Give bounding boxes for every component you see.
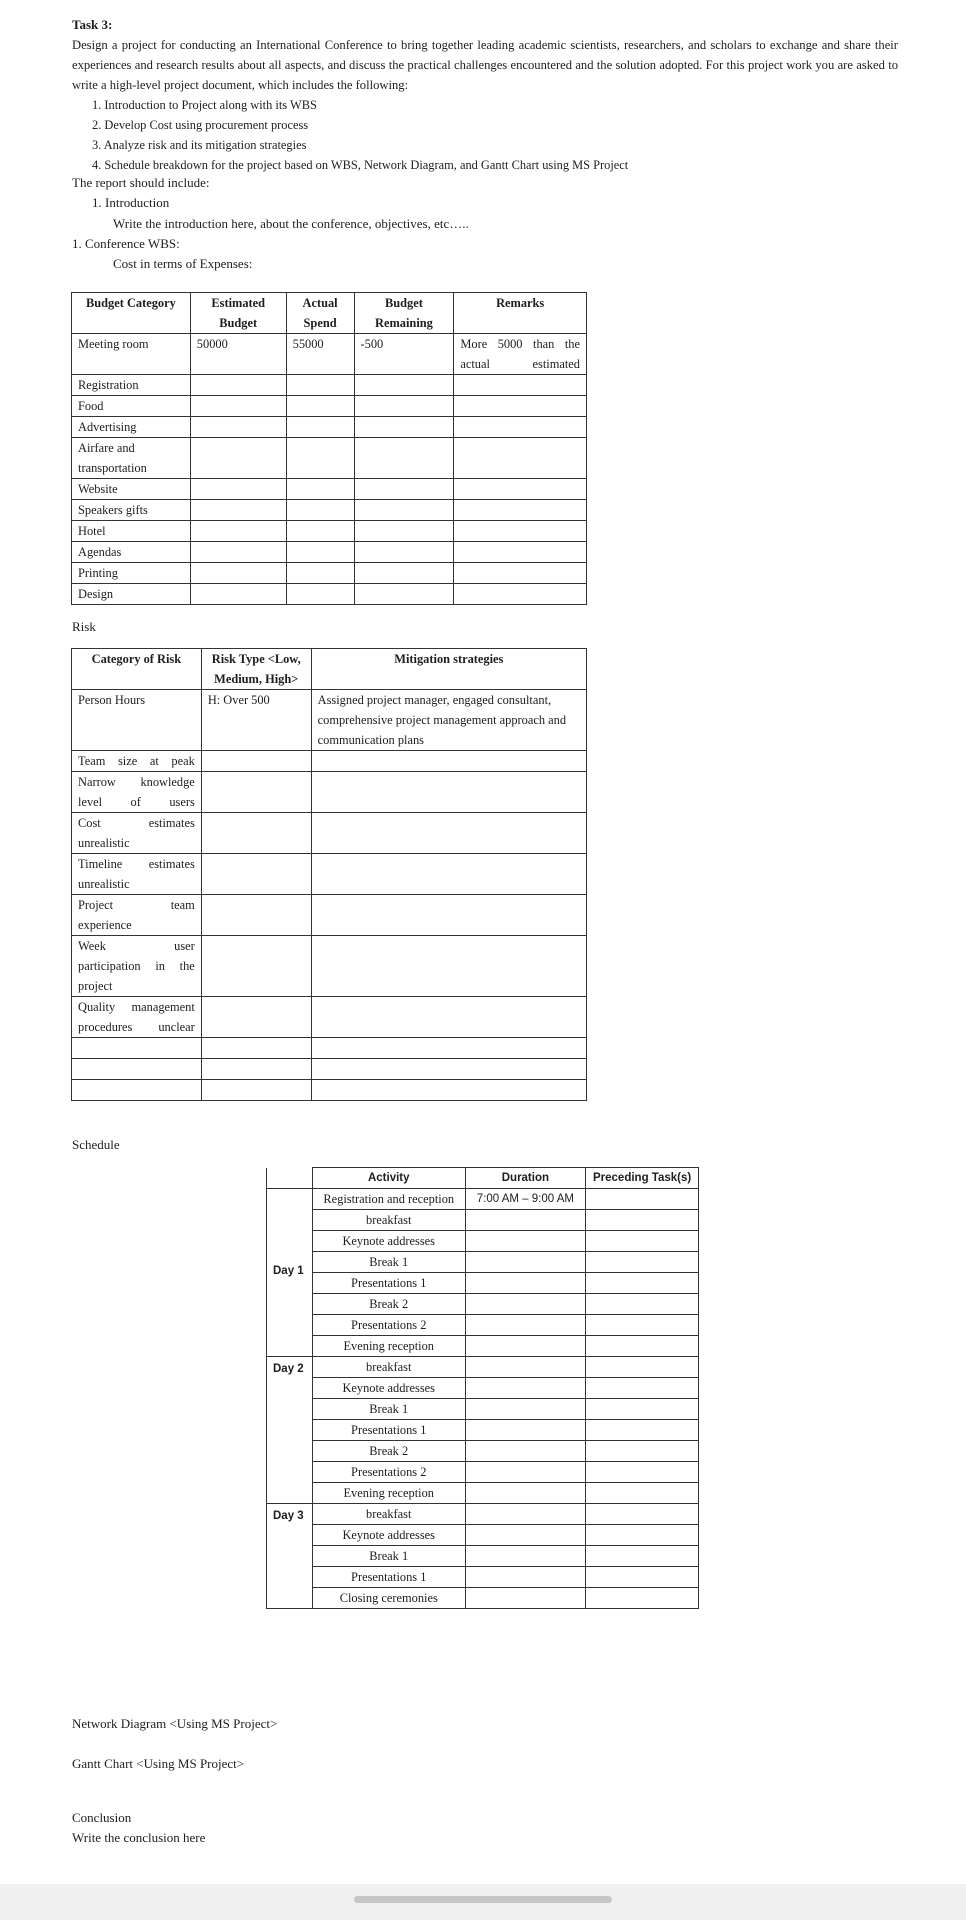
risk-cell [201,751,311,772]
budget-header-cell: Estimated Budget [190,293,286,334]
risk-row [72,895,587,936]
schedule-day-label: Day 2 [267,1357,313,1504]
schedule-row [267,1378,699,1399]
budget-header-row [72,293,587,334]
schedule-activity-cell: Registration and reception [312,1189,465,1210]
budget-row [72,584,587,605]
wbs-heading: 1. Conference WBS: [72,236,180,251]
risk-cell [201,1038,311,1059]
risk-cell [311,854,586,895]
schedule-preceding-cell [586,1231,699,1252]
schedule-row [267,1336,699,1357]
budget-row [72,417,587,438]
schedule-activity-cell: Break 2 [312,1294,465,1315]
risk-cell [201,854,311,895]
gantt-chart-heading: Gantt Chart <Using MS Project> [72,1756,245,1771]
schedule-duration-cell [465,1462,586,1483]
risk-row [72,936,587,997]
budget-cell [190,500,286,521]
schedule-duration-cell [465,1546,586,1567]
schedule-row [267,1357,699,1378]
budget-cell [190,542,286,563]
budget-cell [354,563,454,584]
budget-cell [454,542,587,563]
schedule-row [267,1315,699,1336]
schedule-row [267,1504,699,1525]
schedule-preceding-cell [586,1588,699,1609]
schedule-preceding-cell [586,1273,699,1294]
requirement-item: 1. Introduction to Project along with its WBS [92,98,317,112]
risk-row [72,690,587,751]
schedule-day-label: Day 3 [267,1504,313,1609]
schedule-preceding-cell [586,1462,699,1483]
schedule-duration-cell [465,1504,586,1525]
schedule-duration-cell [465,1441,586,1462]
schedule-row [267,1462,699,1483]
schedule-row [267,1546,699,1567]
budget-cell [286,375,354,396]
budget-cell: Agendas [72,542,191,563]
risk-row [72,854,587,895]
budget-cell [454,584,587,605]
schedule-duration-cell [465,1294,586,1315]
schedule-activity-cell: Keynote addresses [312,1378,465,1399]
budget-header-cell: Remarks [454,293,587,334]
budget-cell [286,396,354,417]
schedule-duration-cell [465,1483,586,1504]
schedule-preceding-cell [586,1210,699,1231]
risk-row [72,1080,587,1101]
budget-cell [190,438,286,479]
schedule-heading: Schedule [72,1137,120,1152]
schedule-row [267,1273,699,1294]
budget-row [72,396,587,417]
budget-cell [454,521,587,542]
schedule-row [267,1399,699,1420]
risk-row [72,1059,587,1080]
schedule-row [267,1588,699,1609]
risk-cell [201,772,311,813]
risk-cell: Week user participation in the project [72,936,202,997]
conclusion-heading: Conclusion [72,1810,132,1825]
risk-cell [311,936,586,997]
schedule-duration-cell [465,1588,586,1609]
budget-cell [286,417,354,438]
schedule-duration-cell [465,1420,586,1441]
risk-cell [311,997,586,1038]
budget-row [72,521,587,542]
budget-cell [354,417,454,438]
budget-row [72,542,587,563]
schedule-preceding-cell [586,1483,699,1504]
requirements-list [92,95,628,175]
schedule-preceding-cell [586,1546,699,1567]
risk-cell: Project team experience [72,895,202,936]
budget-cell [354,521,454,542]
risk-cell [311,895,586,936]
budget-row [72,479,587,500]
budget-cell: Food [72,396,191,417]
risk-cell [72,1059,202,1080]
budget-cell: Speakers gifts [72,500,191,521]
risk-cell: Timeline estimates unrealistic [72,854,202,895]
schedule-duration-cell [465,1399,586,1420]
schedule-table [266,1167,699,1609]
schedule-activity-cell: Presentations 1 [312,1567,465,1588]
budget-cell [354,479,454,500]
risk-header-cell: Risk Type <Low, Medium, High> [201,649,311,690]
budget-cell [454,417,587,438]
schedule-activity-cell: Evening reception [312,1336,465,1357]
risk-table [71,648,587,1101]
risk-cell [72,1080,202,1101]
budget-cell: 50000 [190,334,286,375]
schedule-preceding-cell [586,1567,699,1588]
budget-cell [286,438,354,479]
risk-heading: Risk [72,619,96,634]
budget-row [72,500,587,521]
risk-cell: Team size at peak [72,751,202,772]
schedule-preceding-cell [586,1441,699,1462]
budget-cell: Printing [72,563,191,584]
budget-cell: Meeting room [72,334,191,375]
budget-row [72,334,587,375]
budget-cell [190,479,286,500]
budget-cell [190,396,286,417]
schedule-duration-cell [465,1231,586,1252]
schedule-activity-cell: Evening reception [312,1483,465,1504]
risk-row [72,997,587,1038]
budget-cell: Design [72,584,191,605]
budget-cell [286,563,354,584]
risk-row [72,813,587,854]
risk-cell: H: Over 500 [201,690,311,751]
schedule-preceding-cell [586,1399,699,1420]
risk-header-cell: Category of Risk [72,649,202,690]
schedule-preceding-cell [586,1315,699,1336]
schedule-row [267,1525,699,1546]
schedule-preceding-cell [586,1189,699,1210]
schedule-preceding-cell [586,1294,699,1315]
schedule-activity-cell: Break 2 [312,1441,465,1462]
schedule-row [267,1567,699,1588]
schedule-activity-cell: Presentations 1 [312,1273,465,1294]
horizontal-scrollbar[interactable] [354,1896,612,1903]
schedule-duration-cell [465,1210,586,1231]
schedule-duration-cell [465,1567,586,1588]
schedule-preceding-cell [586,1252,699,1273]
schedule-header-cell: Duration [465,1168,586,1189]
schedule-activity-cell: breakfast [312,1504,465,1525]
risk-cell [311,1080,586,1101]
budget-cell [190,375,286,396]
schedule-activity-cell: breakfast [312,1357,465,1378]
budget-row [72,438,587,479]
schedule-duration-cell [465,1336,586,1357]
schedule-row [267,1189,699,1210]
risk-header-cell: Mitigation strategies [311,649,586,690]
schedule-duration-cell: 7:00 AM – 9:00 AM [465,1189,586,1210]
budget-cell [454,563,587,584]
schedule-activity-cell: Presentations 2 [312,1315,465,1336]
schedule-activity-cell: Break 1 [312,1399,465,1420]
introduction-heading: 1. Introduction [92,195,170,210]
budget-cell: -500 [354,334,454,375]
risk-row [72,1038,587,1059]
budget-row [72,563,587,584]
risk-cell [201,936,311,997]
risk-cell: Assigned project manager, engaged consultant, comprehensive project management approach and communication plans [311,690,586,751]
requirement-item: 2. Develop Cost using procurement process [92,118,309,132]
risk-cell [201,1080,311,1101]
risk-row [72,751,587,772]
schedule-duration-cell [465,1525,586,1546]
risk-cell [311,772,586,813]
schedule-duration-cell [465,1378,586,1399]
budget-cell [454,375,587,396]
risk-row [72,772,587,813]
introduction-placeholder: Write the introduction here, about the conference, objectives, etc….. [113,216,469,231]
risk-cell [201,997,311,1038]
cost-heading: Cost in terms of Expenses: [113,256,253,271]
budget-cell [354,584,454,605]
budget-table [71,292,587,605]
budget-cell: Airfare and transportation [72,438,191,479]
conclusion-placeholder: Write the conclusion here [72,1830,206,1845]
risk-cell [201,895,311,936]
risk-cell: Narrow knowledge level of users [72,772,202,813]
schedule-row [267,1231,699,1252]
schedule-duration-cell [465,1357,586,1378]
budget-cell [286,500,354,521]
budget-cell [354,396,454,417]
schedule-header-cell: Preceding Task(s) [586,1168,699,1189]
risk-cell [311,751,586,772]
schedule-activity-cell: Keynote addresses [312,1231,465,1252]
budget-cell [286,584,354,605]
risk-cell [72,1038,202,1059]
budget-header-cell: Budget Category [72,293,191,334]
budget-cell: Hotel [72,521,191,542]
requirement-item: 4. Schedule breakdown for the project based on WBS, Network Diagram, and Gantt Chart using MS Project [92,158,629,172]
budget-cell [354,500,454,521]
schedule-activity-cell: Break 1 [312,1252,465,1273]
schedule-duration-cell [465,1273,586,1294]
schedule-preceding-cell [586,1420,699,1441]
report-include-label: The report should include: [72,175,210,190]
schedule-row [267,1210,699,1231]
risk-cell [311,1059,586,1080]
schedule-row [267,1441,699,1462]
budget-cell [190,584,286,605]
risk-cell: Cost estimates unrealistic [72,813,202,854]
schedule-activity-cell: Presentations 2 [312,1462,465,1483]
schedule-duration-cell [465,1252,586,1273]
schedule-header-row [267,1168,699,1189]
risk-cell [201,813,311,854]
schedule-row [267,1483,699,1504]
schedule-preceding-cell [586,1336,699,1357]
schedule-activity-cell: Presentations 1 [312,1420,465,1441]
budget-cell: Website [72,479,191,500]
budget-cell [286,521,354,542]
schedule-preceding-cell [586,1378,699,1399]
budget-header-cell: Actual Spend [286,293,354,334]
budget-cell [190,563,286,584]
schedule-row [267,1420,699,1441]
budget-cell [454,396,587,417]
schedule-day-cell [267,1168,313,1189]
budget-row [72,375,587,396]
intro-paragraph: Design a project for conducting an International Conference to bring together leading academic scientists, researchers, and scholars to exchange and share their experiences and research results about all aspects, and discuss the practical challenges encountered and the solution adopted. For this project work you are asked to write a high-level project document, which includes the following: [72,38,898,92]
risk-header-row [72,649,587,690]
budget-header-cell: Budget Remaining [354,293,454,334]
schedule-activity-cell: Closing ceremonies [312,1588,465,1609]
schedule-preceding-cell [586,1504,699,1525]
schedule-row [267,1252,699,1273]
budget-cell [190,417,286,438]
budget-cell [454,438,587,479]
schedule-activity-cell: breakfast [312,1210,465,1231]
schedule-day-label: Day 1 [267,1189,313,1357]
budget-cell [354,375,454,396]
budget-cell [454,500,587,521]
risk-cell [311,1038,586,1059]
network-diagram-heading: Network Diagram <Using MS Project> [72,1716,278,1731]
budget-cell [454,479,587,500]
budget-cell: 55000 [286,334,354,375]
budget-cell [354,438,454,479]
schedule-duration-cell [465,1315,586,1336]
schedule-header-cell: Activity [312,1168,465,1189]
task-title: Task 3: [72,17,113,32]
budget-cell [190,521,286,542]
budget-cell: Advertising [72,417,191,438]
risk-cell [201,1059,311,1080]
budget-cell: Registration [72,375,191,396]
schedule-activity-cell: Keynote addresses [312,1525,465,1546]
requirement-item: 3. Analyze risk and its mitigation strategies [92,138,307,152]
schedule-preceding-cell [586,1357,699,1378]
risk-cell: Quality management procedures unclear [72,997,202,1038]
risk-cell [311,813,586,854]
budget-cell [286,479,354,500]
schedule-activity-cell: Break 1 [312,1546,465,1567]
budget-cell [286,542,354,563]
schedule-preceding-cell [586,1525,699,1546]
budget-cell: More 5000 than the actual estimated [454,334,587,375]
risk-cell: Person Hours [72,690,202,751]
schedule-row [267,1294,699,1315]
budget-cell [354,542,454,563]
